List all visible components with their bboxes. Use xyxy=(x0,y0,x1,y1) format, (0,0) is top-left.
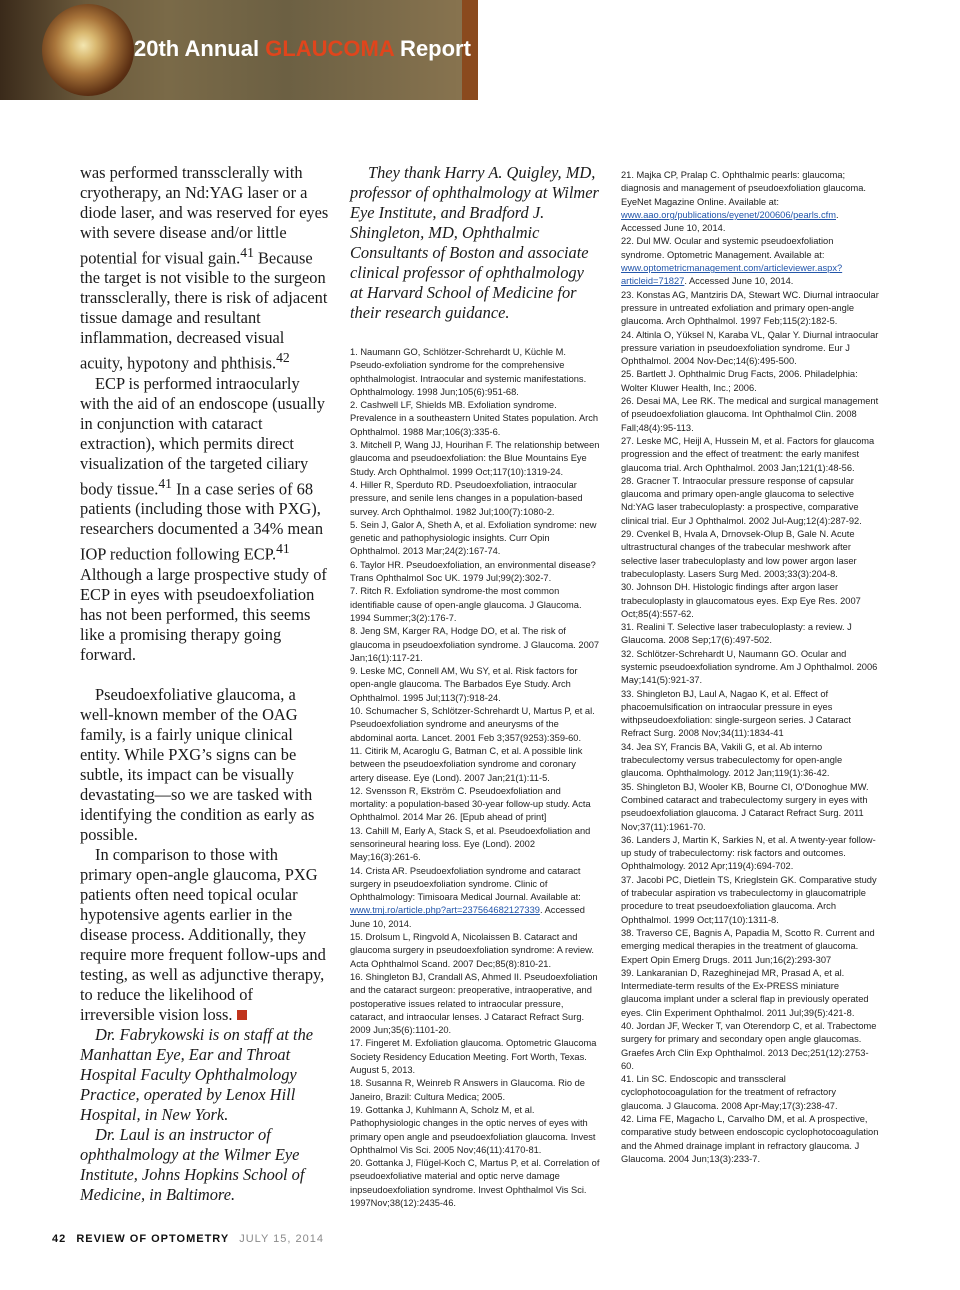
issue-date: JULY 15, 2014 xyxy=(239,1233,324,1245)
reference: 40. Jordan JF, Wecker T, van Oterendorp C, et al. Trabectome surgery for primary and secondary open angle glaucomas. Graefes Arch Clin Exp Ophthalmol. 2013 Dec;251(12):2753-60. xyxy=(621,1021,877,1071)
reference: 32. Schlötzer-Schrehardt U, Naumann GO. Ocular and systemic pseudoexfoliation syndrome. Am J Ophthalmol. 2006 May;141(5):921-37. xyxy=(621,648,878,686)
reference xyxy=(621,169,879,235)
reference: 17. Fingeret M. Exfoliation glaucoma. Optometric Glaucoma Society Residency Education Meeting. Fort Worth, Texas. August 5, 2013. xyxy=(350,1038,597,1076)
citation: 41 xyxy=(158,475,172,491)
reference: 19. Gottanka J, Kuhlmann A, Scholz M, et al. Pathophysiologic changes in the optic nerves of eyes with primary open angle and pseudoexfoliation glaucoma. Invest Ophthalmol Vis Sci. 2005 Nov;46(11):4170-81. xyxy=(350,1104,596,1155)
author-bio: Dr. Laul is an instructor of ophthalmology at the Wilmer Eye Institute, Johns Hopkins School of Medicine, in Baltimore. xyxy=(80,1124,305,1204)
reference: 35. Shingleton BJ, Wooler KB, Bourne CI, O'Donoghue MW. Combined cataract and trabeculectomy surgery in eyes with pseudoexfoliation glaucoma. J Cataract Refract Surg. 2011 Nov;37(11):1961-70. xyxy=(621,781,869,832)
text: Although a large prospective study of ECP in eyes with pseudoexfoliation has not been performed, this seems like a promising therapy going forward. xyxy=(80,564,327,664)
reference: 23. Konstas AG, Mantziris DA, Stewart WC. Diurnal intraocular pressure in untreated exfoliation and primary open-angle glaucoma. Arch Ophthalmol. 1997 Feb;115(2):182-5. xyxy=(621,289,879,327)
author-bio: Dr. Fabrykowski is on staff at the Manhattan Eye, Ear and Throat Hospital Faculty Ophthalmology Practice, operated by Lenox Hill Hospital, in New York. xyxy=(80,1024,314,1124)
reference: 15. Drolsum L, Ringvold A, Nicolaissen B. Cataract and glaucoma surgery in pseudoexfoliation syndrome: A review. Acta Ophthalmol Scand. 2007 Dec;85(8):810-21. xyxy=(350,932,594,969)
text: 14. Crista AR. Pseudoexfoliation syndrome and cataract surgery in pseudoexfoliation syndrome. Clinic of Ophthalmology: Timisoara Medical Journal. Available at: xyxy=(350,865,581,903)
page-footer xyxy=(52,1233,324,1245)
reference: 34. Jea SY, Francis BA, Vakili G, et al. Ab interno trabeculectomy versus trabeculectomy for open-angle glaucoma. Ophthalmology. 2012 Jan;119(1):36-42. xyxy=(621,741,843,779)
reference: 39. Lankaranian D, Razeghinejad MR, Prasad A, et al. Intermediate-term results of the Ex-PRESS miniature glaucoma implant under a scleral flap in previously operated eyes. Clin Experiment Ophthalmol. 2011 Jul;39(5):421-8. xyxy=(621,967,869,1018)
reference: 42. Lima FE, Magacho L, Carvalho DM, et al. A prospective, comparative study between endoscopic cyclophotocoagulation and the Ahmed drainage implant in refractory glaucoma. J Glaucoma. 2004 Jun;13(3):233-7. xyxy=(621,1114,879,1164)
reference: 9. Leske MC, Connell AM, Wu SY, et al. Risk factors for open-angle glaucoma. The Barbados Eye Study. Arch Ophthalmol. 1995 Jul;113(7):918-24. xyxy=(350,666,578,703)
reference xyxy=(350,865,600,931)
text: . Accessed June 10, 2014. xyxy=(621,209,839,234)
text: ECP is performed intraocularly with the aid of an endoscope (usually in conjunction with cataract extraction), which permits direct visualization of the targeted ciliary body tissue. xyxy=(80,373,325,499)
report-title xyxy=(134,36,471,62)
text: . Accessed June 10, 2014. xyxy=(350,905,585,929)
reference: 16. Shingleton BJ, Crandall AS, Ahmed II. Pseudoexfoliation and the cataract surgeon: preoperative, intraoperative, and postoperative issues related to intraocular pressure, cataract, and intraocular lenses. J Cataract Refract Surg. 2009 Jun;35(6):1101-20. xyxy=(350,971,598,1036)
acknowledgment: They thank Harry A. Quigley, MD, professor of ophthalmology at Wilmer Eye Institute, and Bradford J. Shingleton, MD, Ophthalmic Consultants of Boston and associate clinical professor of ophthalmology at Harvard School of Medicine for their research guidance. xyxy=(350,163,599,322)
reference: 36. Landers J, Martin K, Sarkies N, et al. A twenty-year follow-up study of trabeculectomy: risk factors and outcomes. Ophthalmology. 2012 Apr;119(4):694-702. xyxy=(621,834,876,872)
text: Because the target is not visible to the surgeon transsclerally, there is risk of adjacent tissue damage and resultant inflammation, decreased visual acuity, hypotony and phthisis. xyxy=(80,248,328,373)
references-list-1 xyxy=(350,346,600,1210)
paragraph: Pseudoexfoliative glaucoma, a well-known member of the OAG family, is a fairly unique clinical entity. While PXG’s signs can be subtle, its impact can be visually devastating—so we are tasked with identifying the condition as early as possible. xyxy=(80,684,315,844)
reference: 2. Cashwell LF, Shields MB. Exfoliation syndrome. Prevalence in a southeastern United States population. Arch Ophthalmol. 1988 Mar;106(3):335-6. xyxy=(350,400,599,437)
reference: 31. Realini T. Selective laser trabeculoplasty: a review. J Glaucoma. 2008 Sep;17(6):497-502. xyxy=(621,622,852,646)
reference-link[interactable]: www.optometricmanagement.com/articleviewer.aspx?articleid=71827 xyxy=(621,263,843,287)
optic-disc-image xyxy=(42,4,134,96)
reference: 10. Schumacher S, Schlötzer-Schrehardt U, Martus P, et al. Pseudoexfoliation syndrome and aneurysms of the abdominal aorta. Lancet. 2001 Feb 3;357(9253):359-60. xyxy=(350,706,595,743)
reference: 5. Sein J, Galor A, Sheth A, et al. Exfoliation syndrome: new genetic and pathophysiologic insights. Curr Opin Ophthalmol. 2013 Mar;24(2):167-74. xyxy=(350,519,597,557)
text: 21. Majka CP, Pralap C. Ophthalmic pearls: glaucoma; diagnosis and management of pseudoexfoliation glaucoma. EyeNet Magazine Online. Available at: xyxy=(621,170,866,207)
citation: 41 xyxy=(276,541,290,557)
reference: 24. Altinla O, Yüksel N, Karaba VL, Qalar Y. Diurnal intraocular pressure variation in pseudoexfoliation syndrome. Eur J Ophthalmol. 2004 Nov-Dec;14(6):495-500. xyxy=(621,329,879,367)
reference: 1. Naumann GO, Schlötzer-Schrehardt U, Küchle M. Pseudo-exfoliation syndrome for the comprehensive ophthalmologist. Intraocular and systemic manifestations. Ophthalmology. 1998 Jun;105(6):951-68. xyxy=(350,347,587,397)
reference-link[interactable]: www.aao.org/publications/eyenet/200606/pearls.cfm xyxy=(621,209,836,220)
magazine-name: REVIEW OF OPTOMETRY xyxy=(76,1233,230,1245)
reference: 41. Lin SC. Endoscopic and transscleral cyclophotocoagulation for the treatment of refractory glaucoma. J Glaucoma. 2008 Apr-May;17(3):238-47. xyxy=(621,1074,838,1111)
reference: 7. Ritch R. Exfoliation syndrome-the most common identifiable cause of open-angle glaucoma. J Glaucoma. 1994 Summer;3(2):176-7. xyxy=(350,586,582,623)
title-prefix: 20th Annual xyxy=(134,36,266,61)
page-number: 42 xyxy=(52,1233,67,1245)
text: In a case series of 68 patients (including those with PXG), researchers documented a 34% mean IOP reduction following ECP. xyxy=(80,479,324,564)
reference: 37. Jacobi PC, Dietlein TS, Krieglstein GK. Comparative study of trabecular aspiration vs trabeculectomy in glaucomatriple procedure to treat pseudoexfoliation glaucoma. Arch Ophthalmol. 1999 Oct;117(10):1311-8. xyxy=(621,874,877,925)
paragraph xyxy=(80,845,330,1025)
text: In comparison to those with primary open-angle glaucoma, PXG patients often need topical ocular hypotensive agents earlier in the disease process. Additionally, they require more frequent follow-ups and testing, as well as adjunctive therapy, to reduce the likelihood of irreversible vision loss. xyxy=(80,844,326,1024)
reference: 8. Jeng SM, Karger RA, Hodge DO, et al. The risk of glaucoma in pseudoexfoliation syndrome. J Glaucoma. 2007 Jan;16(1):117-21. xyxy=(350,626,600,663)
reference: 33. Shingleton BJ, Laul A, Nagao K, et al. Effect of phacoemulsification on intraocular pressure in eyes withpseudoexfoliation: single-surgeon series. J Cataract Refract Surg. 2008 Nov;34(11):1834-41 xyxy=(621,688,851,739)
reference: 3. Mitchell P, Wang JJ, Hourihan F. The relationship between glaucoma and pseudoexfoliation: the Blue Mountains Eye Study. Arch Ophthalmol. 1999 Oct;117(10):1319-24. xyxy=(350,440,600,477)
reference xyxy=(621,235,879,288)
paragraph xyxy=(80,163,330,374)
end-mark-icon xyxy=(237,1010,247,1020)
text: 22. Dul MW. Ocular and systemic pseudoexfoliation syndrome. Optometric Management. Available at: xyxy=(621,236,834,260)
reference: 4. Hiller R, Sperduto RD. Pseudoexfoliation, intraocular pressure, and senile lens changes in a population-based survey. Arch Ophthalmol. 1982 Jul;100(7):1080-2. xyxy=(350,479,583,517)
reference: 20. Gottanka J, Flügel-Koch C, Martus P, et al. Correlation of pseudoexfoliative material and optic nerve damage inpseudoexfoliation syndrome. Invest Ophthalmol Vis Sci. 1997Nov;38(12):2435-46. xyxy=(350,1158,600,1208)
reference: 13. Cahill M, Early A, Stack S, et al. Pseudoexfoliation and sensorineural hearing loss. Eye (Lond). 2002 May;16(3):261-6. xyxy=(350,825,591,863)
article-column-1 xyxy=(80,163,330,1205)
text: was performed transsclerally with cryotherapy, an Nd:YAG laser or a diode laser, and was reserved for eyes with severe disease and/or little potential for visual gain. xyxy=(80,163,329,268)
text: . Accessed June 10, 2014. xyxy=(684,276,794,287)
references-list-2 xyxy=(621,169,879,1166)
title-suffix: Report xyxy=(393,36,471,61)
reference: 38. Traverso CE, Bagnis A, Papadia M, Scotto R. Current and emerging medical therapies in the treatment of glaucoma. Expert Opin Emerg Drugs. 2011 Jun;16(2):293-307 xyxy=(621,927,875,965)
citation: 41 xyxy=(240,245,254,260)
reference: 25. Bartlett J. Ophthalmic Drug Facts, 2006. Philadelphia: Wolter Kluwer Health, Inc.; 2006. xyxy=(621,369,858,393)
reference: 29. Cvenkel B, Hvala A, Drnovsek-Olup B, Gale N. Acute ultrastructural changes of the trabecular meshwork after selective laser trabeculoplasty and low power argon laser trabeculoplasty. Lasers Surg Med. 2003;33(3):204-8. xyxy=(621,529,857,579)
paragraph xyxy=(80,374,330,665)
reference: 12. Svensson R, Ekström C. Pseudoexfoliation and mortality: a population-based 30-year follow-up study. Acta Ophthalmol. 2014 Mar 26. [Epub ahead of print] xyxy=(350,785,591,823)
reference-link[interactable]: www.tmj.ro/article.php?art=237564682127339 xyxy=(350,905,540,916)
citation: 42 xyxy=(276,350,290,366)
reference: 27. Leske MC, Heijl A, Hussein M, et al. Factors for glaucoma progression and the effect of treatment: the early manifest glaucoma trial. Arch Ophthalmol. 2003 Jan;121(1):48-56. xyxy=(621,435,875,473)
reference: 26. Desai MA, Lee RK. The medical and surgical management of pseudoexfoliation glaucoma. Int Ophthalmol Clin. 2008 Fall;48(4):95-113. xyxy=(621,396,879,433)
header-banner xyxy=(0,0,478,100)
title-accent: GLAUCOMA xyxy=(265,36,394,61)
reference: 28. Gracner T. Intraocular pressure response of capsular glaucoma and primary open-angle glaucoma to selective Nd:YAG laser trabeculoplasty: a prospective, comparative clinical trial. Eur J Ophthalmol. 2002 Jul-Aug;12(4):287-92. xyxy=(621,475,862,526)
article-column-2 xyxy=(350,163,600,1210)
reference: 30. Johnson DH. Histologic findings after argon laser trabeculoplasty in glaucomatous eyes. Exp Eye Res. 2007 Oct;85(4):557-62. xyxy=(621,582,861,619)
reference: 11. Citirik M, Acaroglu G, Batman C, et al. A possible link between the pseudoexfoliation syndrome and coronary artery disease. Eye (Lond). 2007 Jan;21(1):11-5. xyxy=(350,745,583,783)
reference: 18. Susanna R, Weinreb R Answers in Glaucoma. Rio de Janeiro, Brazil: Cultura Medica; 2005. xyxy=(350,1078,585,1102)
reference: 6. Taylor HR. Pseudoexfoliation, an environmental disease? Trans Ophthalmol Soc UK. 1979 Jul;99(2):302-7. xyxy=(350,559,596,584)
